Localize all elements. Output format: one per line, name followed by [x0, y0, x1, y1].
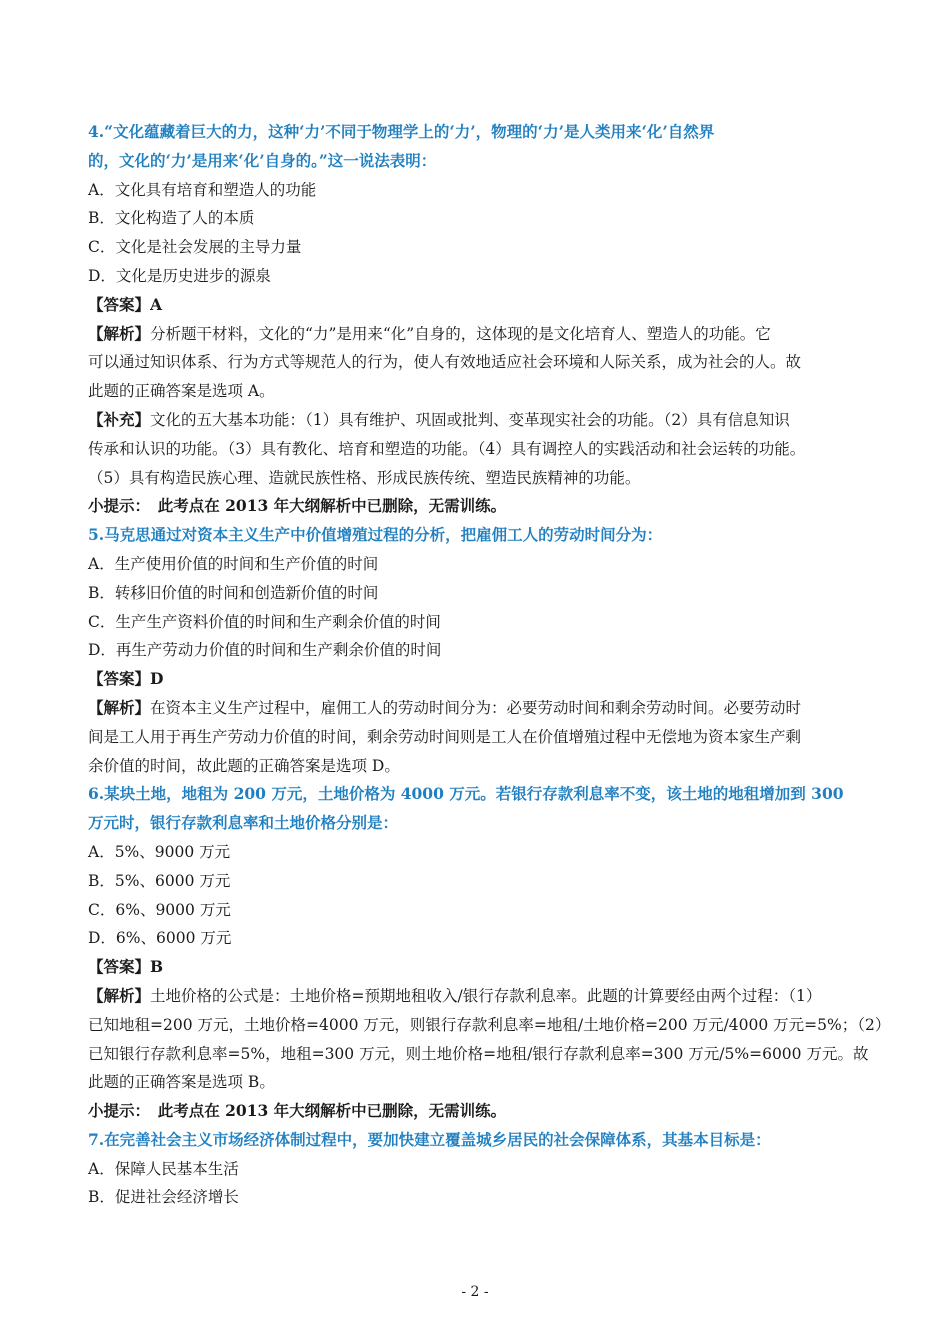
question-4 — [88, 118, 878, 521]
option-a: A．生产使用价值的时间和生产价值的时间 — [88, 554, 379, 573]
question-text: 7.在完善社会主义市场经济体制过程中，要加快建立覆盖城乡居民的社会保障体系，其基本目标是： — [88, 1129, 771, 1149]
analysis — [88, 982, 878, 1011]
option-b: B．转移旧价值的时间和创造新价值的时间 — [88, 583, 379, 602]
tip: 小提示： 此考点在 2013 年大纲解析中已删除，无需训练。 — [88, 1101, 507, 1121]
option-c: C．6%、9000 万元 — [88, 900, 231, 919]
analysis — [88, 694, 878, 723]
question-text: 万元时，银行存款利息率和土地价格分别是： — [88, 813, 399, 833]
question-text: 6.某块土地，地租为 200 万元，土地价格为 4000 万元。若银行存款利息率不变，该土地的地租增加到 300 — [88, 784, 844, 804]
answer-value: B — [150, 957, 164, 977]
supplement-text: 传承和认识的功能。（3）具有教化、培育和塑造的功能。（4）具有调控人的实践活动和社会运转的功能。 — [88, 439, 806, 458]
analysis-label: 【解析】 — [88, 697, 151, 717]
option-d: D．文化是历史进步的源泉 — [88, 266, 271, 285]
analysis-text: 余价值的时间，故此题的正确答案是选项 D。 — [88, 756, 400, 775]
answer — [88, 665, 878, 694]
analysis-text: 此题的正确答案是选项 B。 — [88, 1073, 275, 1092]
analysis-text: 此题的正确答案是选项 A。 — [88, 382, 275, 401]
page-number: - 2 - — [461, 1284, 489, 1300]
analysis-text: 间是工人用于再生产劳动力价值的时间，剩余劳动时间则是工人在价值增殖过程中无偿地为资本家生产剩 — [88, 727, 802, 746]
question-text: 的，文化的‘力’是用来‘化’自身的。”这一说法表明： — [88, 150, 437, 170]
analysis-label: 【解析】 — [88, 985, 151, 1005]
analysis-text: 已知银行存款利息率=5%，地租=300 万元，则土地价格=地租/银行存款利息率=300 万元/5%=6000 万元。故 — [88, 1044, 869, 1063]
option-a: A．文化具有培育和塑造人的功能 — [88, 180, 317, 199]
supplement — [88, 406, 878, 435]
document-body — [88, 118, 891, 1212]
analysis-text: 土地价格的公式是：土地价格=预期地租收入/银行存款利息率。此题的计算要经由两个过程：（1） — [150, 986, 822, 1005]
answer-label: 【答案】 — [88, 294, 151, 314]
question-text: 4.“文化蕴藏着巨大的力，这种‘力’不同于物理学上的‘力’，物理的‘力’是人类用来‘化’自然界 — [88, 122, 715, 141]
question-5 — [88, 521, 878, 780]
answer — [88, 291, 878, 320]
option-c: C．文化是社会发展的主导力量 — [88, 238, 302, 257]
supplement-label: 【补充】 — [88, 409, 151, 429]
answer-value: D — [150, 669, 164, 689]
option-b: B．文化构造了人的本质 — [88, 209, 255, 228]
analysis-text: 在资本主义生产过程中，雇佣工人的劳动时间分为：必要劳动时间和剩余劳动时间。必要劳动时 — [150, 698, 802, 717]
option-c: C．生产生产资料价值的时间和生产剩余价值的时间 — [88, 612, 441, 631]
question-text: 5.马克思通过对资本主义生产中价值增殖过程的分析，把雇佣工人的劳动时间分为： — [88, 525, 663, 545]
analysis — [88, 320, 878, 349]
option-a: A．保障人民基本生活 — [88, 1159, 239, 1178]
analysis-label: 【解析】 — [88, 323, 151, 343]
tip: 小提示： 此考点在 2013 年大纲解析中已删除，无需训练。 — [88, 496, 507, 516]
option-d: D．6%、6000 万元 — [88, 929, 232, 948]
answer-label: 【答案】 — [88, 957, 151, 977]
option-a: A．5%、9000 万元 — [88, 842, 231, 861]
answer-label: 【答案】 — [88, 669, 151, 689]
analysis-text: 已知地租=200 万元，土地价格=4000 万元，则银行存款利息率=地租/土地价格=200 万元/4000 万元=5%；（2） — [88, 1015, 891, 1034]
option-d: D．再生产劳动力价值的时间和生产剩余价值的时间 — [88, 641, 442, 660]
question-7 — [88, 1126, 878, 1212]
supplement-text: （5）具有构造民族心理、造就民族性格、形成民族传统、塑造民族精神的功能。 — [88, 468, 641, 487]
answer-value: A — [150, 294, 163, 314]
analysis-text: 可以通过知识体系、行为方式等规范人的行为，使人有效地适应社会环境和人际关系，成为社会的人。故 — [88, 353, 802, 372]
option-b: B．促进社会经济增长 — [88, 1188, 239, 1207]
supplement-text: 文化的五大基本功能：（1）具有维护、巩固或批判、变革现实社会的功能。（2）具有信息知识 — [150, 410, 790, 429]
question-6 — [88, 780, 891, 1126]
analysis-text: 分析题干材料，文化的“力”是用来“化”自身的，这体现的是文化培育人、塑造人的功能。它 — [150, 324, 771, 343]
option-b: B．5%、6000 万元 — [88, 871, 231, 890]
answer — [88, 953, 878, 982]
